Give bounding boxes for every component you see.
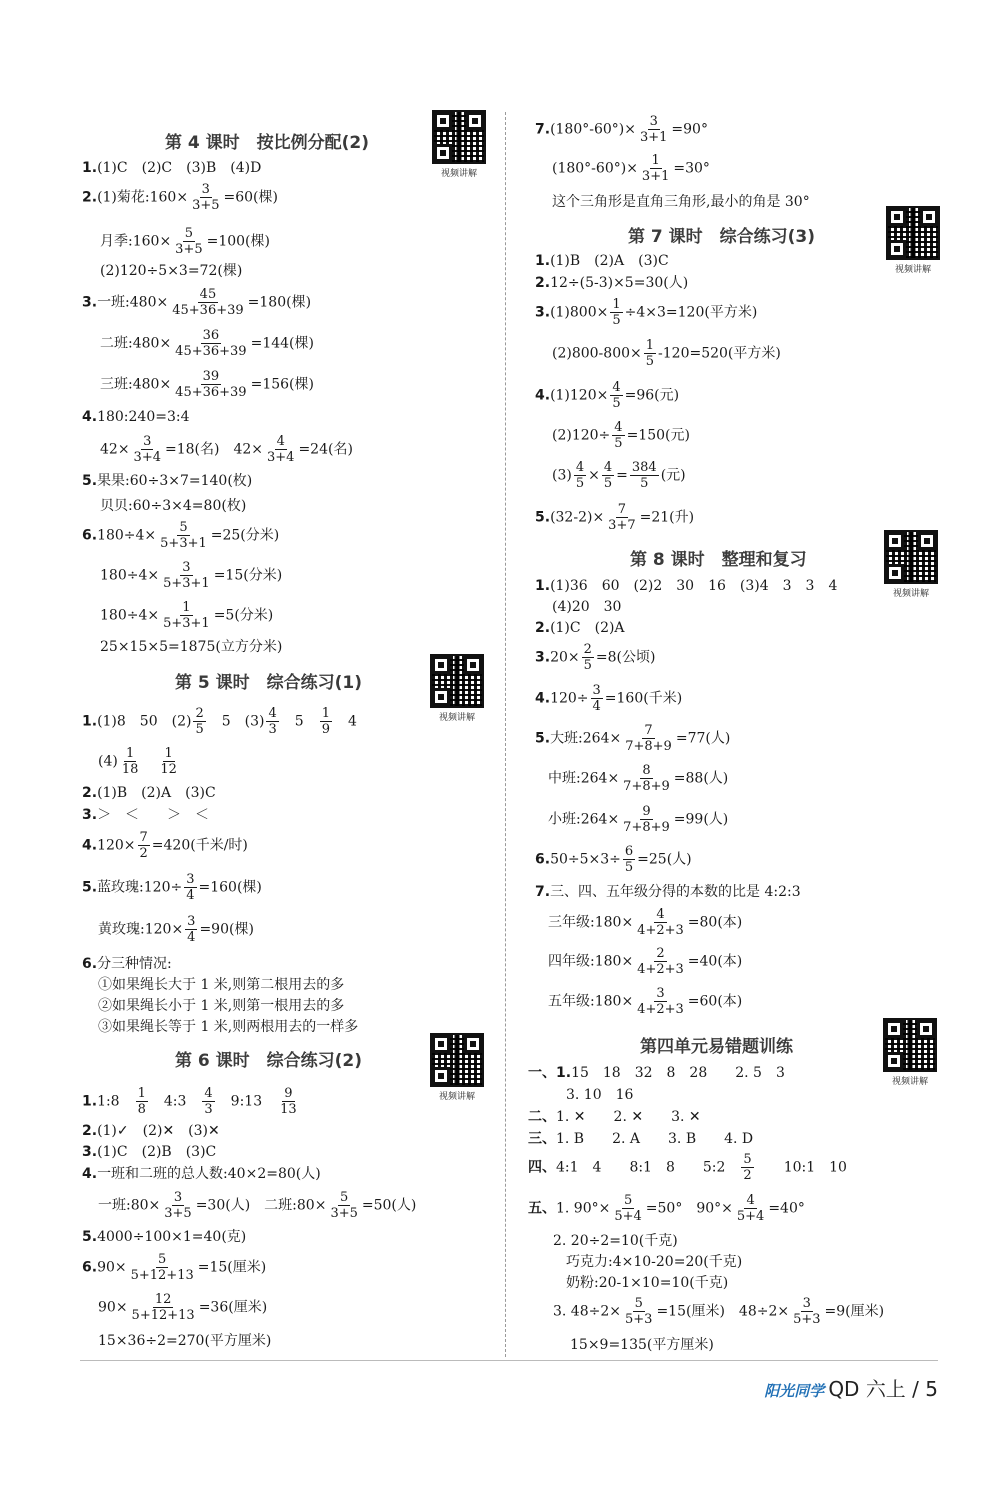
answer-line: 5.蓝玫瑰:120÷ $\frac{3}{4}$ =160(棵) [82, 872, 262, 903]
answer-line: 2. 20÷2=10(千克) [553, 1233, 678, 1249]
answer-line: 1.(1)C (2)C (3)B (4)D [82, 160, 262, 176]
answer-line: 3.20× $\frac{2}{5}$ =8(公顷) [535, 642, 656, 673]
answer-line: 二班:480× $\frac{36}{45+36+39}$ =144(棵) [100, 328, 314, 359]
lesson-4-heading: 第 4 课时 按比例分配(2) [165, 133, 370, 153]
answer-line: ③如果绳长等于 1 米,则两根用去的一样多 [98, 1019, 359, 1035]
answer-line: (4)20 30 [552, 599, 622, 615]
answer-line: (2)800-800× $\frac{1}{5}$ -120=520(平方米) [552, 338, 781, 369]
answer-line: 180÷4× $\frac{1}{5+3+1}$ =5(分米) [100, 600, 274, 631]
page-number: QD 六上 / 5 [828, 1377, 938, 1401]
lesson-8-heading: 第 8 课时 整理和复习 [630, 550, 807, 570]
answer-line: 15×36÷2=270(平方厘米) [98, 1333, 272, 1349]
page-footer [764, 1373, 938, 1402]
answer-line: 25×15×5=1875(立方分米) [100, 639, 283, 655]
brand-logo: 阳光同学 [764, 1382, 825, 1400]
answer-line: 1.(1)36 60 (2)2 30 16 (3)4 3 3 4 [535, 578, 838, 594]
qr-code-unit-4[interactable]: 视频讲解 [883, 1018, 937, 1087]
answer-line: 5.4000÷100×1=40(克) [82, 1229, 247, 1245]
answer-line: 15×9=135(平方厘米) [570, 1337, 714, 1353]
answer-line: 4.180:240=3:4 [82, 409, 190, 425]
answer-line: 三班:480× $\frac{39}{45+36+39}$ =156(棵) [100, 369, 314, 400]
answer-line: 这个三角形是直角三角形,最小的角是 30° [552, 194, 810, 210]
qr-code-lesson-8[interactable]: 视频讲解 [884, 530, 938, 599]
answer-line: 四、4:1 4 8:1 8 5:2 $\frac{5}{2}$ 10:1 10 [528, 1152, 847, 1183]
answer-line: 贝贝:60÷3×4=80(枚) [100, 498, 247, 514]
answer-line: 月季:160× $\frac{5}{3+5}$ =100(棵) [100, 226, 270, 257]
answer-line: 三年级:180× $\frac{4}{4+2+3}$ =80(本) [548, 907, 743, 938]
answer-line: 奶粉:20-1×10=10(千克) [566, 1275, 729, 1291]
answer-line: 三、1. B 2. A 3. B 4. D [528, 1131, 754, 1147]
answer-line: 巧克力:4×10-20=20(千克) [566, 1254, 743, 1270]
answer-line: 二、1. ✕ 2. ✕ 3. ✕ [528, 1109, 701, 1125]
lesson-5-heading: 第 5 课时 综合练习(1) [175, 673, 363, 693]
answer-line: 黄玫瑰:120× $\frac{3}{4}$ =90(棵) [98, 914, 254, 945]
lesson-6-heading: 第 6 课时 综合练习(2) [175, 1051, 363, 1071]
answer-line: (3) $\frac{4}{5}$ × $\frac{4}{5}$ = $\frac{384}{5}$ (元) [552, 460, 686, 491]
answer-line: 6.50÷5×3÷ $\frac{6}{5}$ =25(人) [535, 844, 692, 875]
column-divider [505, 112, 506, 1357]
answer-line: 2.(1)C (2)A [535, 620, 625, 636]
answer-line: 2.(1)B (2)A (3)C [82, 785, 216, 801]
answer-line: 6.180÷4× $\frac{5}{5+3+1}$ =25(分米) [82, 520, 280, 551]
answer-line: (2)120÷ $\frac{4}{5}$ =150(元) [552, 420, 690, 451]
answer-line: ②如果绳长小于 1 米,则第一根用去的多 [98, 998, 345, 1014]
answer-line: 3.(1)800× $\frac{1}{5}$ ÷4×3=120(平方米) [535, 297, 758, 328]
footer-rule [80, 1360, 938, 1361]
answer-line: 3. 48÷2× $\frac{5}{5+3}$ =15(厘米) 48÷2× $\frac{3}{5+3}$ =9(厘米) [553, 1296, 885, 1327]
answer-line: 3.一班:480× $\frac{45}{45+36+39}$ =180(棵) [82, 287, 312, 318]
answer-line: (180°-60°)× $\frac{1}{3+1}$ =30° [552, 153, 710, 184]
lesson-7-heading: 第 7 课时 综合练习(3) [628, 227, 816, 247]
answer-line: 五、1. 90°× $\frac{5}{5+4}$ =50° 90°× $\frac{4}{5+4}$ =40° [528, 1193, 805, 1224]
answer-line: 小班:264× $\frac{9}{7+8+9}$ =99(人) [548, 804, 729, 835]
answer-line: 4.一班和二班的总人数:40×2=80(人) [82, 1166, 321, 1182]
answer-line: 1.(1)B (2)A (3)C [535, 253, 669, 269]
answer-line: 5.(32-2)× $\frac{7}{3+7}$ =21(升) [535, 502, 695, 533]
qr-code-lesson-4[interactable]: 视频讲解 [432, 110, 486, 179]
answer-line: 7.三、四、五年级分得的本数的比是 4:2:3 [535, 884, 801, 900]
qr-code-lesson-5[interactable]: 视频讲解 [430, 654, 484, 723]
answer-line: (4) $\frac{1}{18}$ $\frac{1}{12}$ [98, 746, 177, 777]
answer-line: 3.＞ ＜ ＞ ＜ [82, 807, 210, 823]
answer-line: 6.分三种情况: [82, 956, 172, 972]
answer-line: 7.(180°-60°)× $\frac{3}{3+1}$ =90° [535, 114, 708, 145]
answer-line: 一班:80× $\frac{3}{3+5}$ =30(人) 二班:80× $\frac{5}{3+5}$ =50(人) [98, 1190, 417, 1221]
answer-line: 2.(1)菊花:160× $\frac{3}{3+5}$ =60(棵) [82, 182, 278, 213]
answer-line: 中班:264× $\frac{8}{7+8+9}$ =88(人) [548, 763, 729, 794]
answer-line: 3.(1)C (2)B (3)C [82, 1144, 217, 1160]
answer-line: ①如果绳长大于 1 米,则第二根用去的多 [98, 977, 345, 993]
qr-code-lesson-6[interactable]: 视频讲解 [430, 1033, 484, 1102]
answer-line: 1.(1)8 50 (2) $\frac{2}{5}$ 5 (3) $\frac{4}{3}$ 5 $\frac{1}{9}$ 4 [82, 706, 357, 737]
answer-line: 四年级:180× $\frac{2}{4+2+3}$ =40(本) [548, 946, 743, 977]
answer-line: 4.120× $\frac{7}{2}$ =420(千米/时) [82, 830, 248, 861]
answer-line: (2)120÷5×3=72(棵) [100, 263, 243, 279]
answer-line: 4.(1)120× $\frac{4}{5}$ =96(元) [535, 380, 680, 411]
answer-line: 5.果果:60÷3×7=140(枚) [82, 473, 253, 489]
answer-line: 180÷4× $\frac{3}{5+3+1}$ =15(分米) [100, 560, 283, 591]
unit-4-heading: 第四单元易错题训练 [640, 1037, 793, 1057]
answer-line: 90× $\frac{12}{5+12+13}$ =36(厘米) [98, 1292, 268, 1323]
answer-line: 42× $\frac{3}{3+4}$ =18(名) 42× $\frac{4}{3+4}$ =24(名) [100, 434, 353, 465]
answer-line: 6.90× $\frac{5}{5+12+13}$ =15(厘米) [82, 1252, 267, 1283]
answer-line: 2.12÷(5-3)×5=30(人) [535, 275, 689, 291]
answer-line: 一、1.15 18 32 8 28 2. 5 3 [528, 1065, 785, 1081]
answer-line: 4.120÷ $\frac{3}{4}$ =160(千米) [535, 683, 683, 714]
qr-code-lesson-7[interactable]: 视频讲解 [886, 206, 940, 275]
answer-line: 3. 10 16 [566, 1087, 634, 1103]
answer-line: 5.大班:264× $\frac{7}{7+8+9}$ =77(人) [535, 723, 731, 754]
answer-line: 五年级:180× $\frac{3}{4+2+3}$ =60(本) [548, 986, 743, 1017]
answer-line: 1.1:8 $\frac{1}{8}$ 4:3 $\frac{4}{3}$ 9:13 $\frac{9}{13}$ [82, 1086, 297, 1117]
answer-line: 2.(1)✓ (2)✕ (3)✕ [82, 1123, 220, 1139]
